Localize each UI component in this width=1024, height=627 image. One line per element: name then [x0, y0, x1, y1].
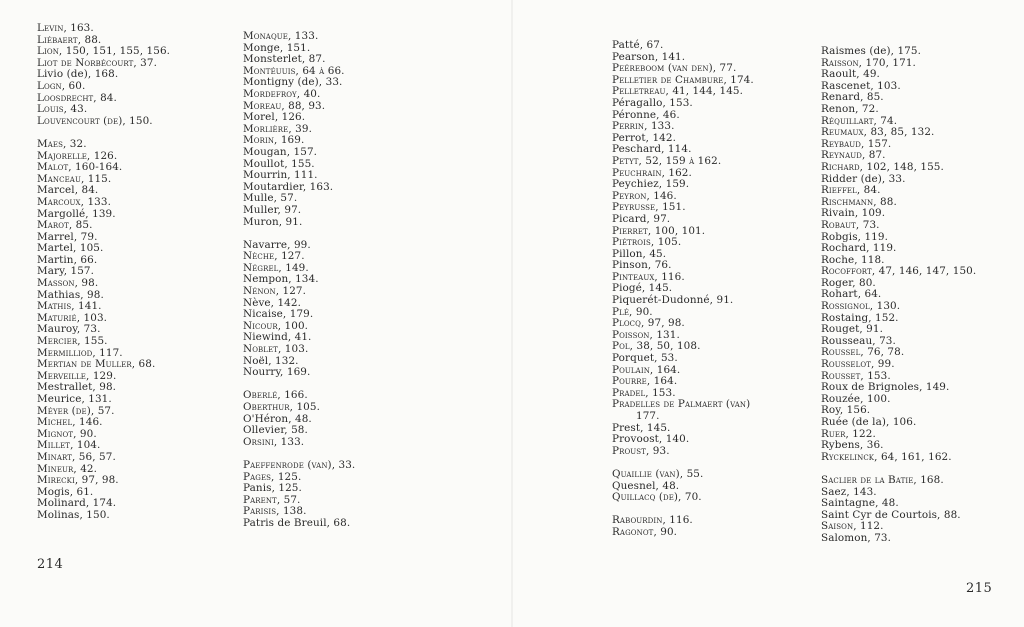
index-entry: Perrin, 133. — [612, 120, 675, 133]
index-entry: Noblet, 103. — [243, 343, 309, 356]
index-entry: Merveille, 129. — [37, 369, 117, 382]
index-entry: Orsini, 133. — [243, 435, 305, 448]
index-entry: Provoost, 140. — [612, 433, 690, 446]
index-entry: Roche, 118. — [821, 253, 885, 266]
index-entry: Ruer, 122. — [821, 427, 876, 440]
index-entry: Morlière, 39. — [243, 122, 312, 135]
index-entry: Rousselot, 99. — [821, 358, 895, 371]
index-entry: Mineur, 42. — [37, 462, 98, 475]
index-entry: Muron, 91. — [243, 215, 303, 228]
index-entry: Peyron, 146. — [612, 189, 677, 202]
index-entry: Marot, 85. — [37, 219, 93, 232]
index-entry: Reumaux, 83, 85, 132. — [821, 126, 935, 139]
index-entry: Monge, 151. — [243, 41, 311, 54]
index-entry: Liot de Norbécourt, 37. — [37, 56, 157, 69]
index-entry: Patté, 67. — [612, 39, 664, 51]
index-entry: Nempon, 134. — [243, 273, 319, 286]
index-entry: Mathias, 98. — [37, 288, 104, 301]
index-entry: Pierret, 100, 101. — [612, 224, 706, 237]
index-entry: Roux de Brignoles, 149. — [821, 381, 950, 394]
index-entry: Mogis, 61. — [37, 485, 94, 498]
index-entry: Rouget, 91. — [821, 323, 883, 336]
index-entry: Minart, 56, 57. — [37, 450, 116, 463]
index-entry: Molinas, 150. — [37, 508, 110, 521]
index-column — [37, 23, 170, 522]
index-entry: Plé, 90. — [612, 305, 653, 318]
index-entry: Porquet, 53. — [612, 352, 678, 365]
index-entry: Négrel, 149. — [243, 261, 309, 274]
index-entry: Raismes (de), 175. — [821, 45, 921, 57]
section-gap — [243, 228, 355, 240]
index-entry: Rivain, 109. — [821, 207, 886, 220]
index-entry: Mathis, 141. — [37, 300, 102, 313]
index-entry: Louvencourt (de), 150. — [37, 114, 153, 127]
index-entry: Morin, 169. — [243, 134, 305, 147]
index-entry: Muller, 97. — [243, 203, 302, 216]
index-entry: Levin, 163. — [37, 22, 94, 34]
index-entry: Plocq, 97, 98. — [612, 317, 685, 330]
index-entry: Nèche, 127. — [243, 250, 305, 263]
page-number: 215 — [966, 581, 993, 596]
index-entry: Peychiez, 159. — [612, 178, 690, 191]
index-entry: Marcel, 84. — [37, 184, 99, 197]
index-entry: Patris de Breuil, 68. — [243, 516, 351, 529]
index-entry: Saintagne, 48. — [821, 497, 899, 510]
index-entry: Rieffel, 84. — [821, 184, 881, 197]
index-entry: Liébaert, 88. — [37, 33, 102, 46]
index-entry: 177. — [636, 410, 660, 422]
index-entry: Moreau, 88, 93. — [243, 99, 326, 112]
index-entry: Mordefroy, 40. — [243, 87, 321, 100]
index-entry: Masson, 98. — [37, 277, 99, 290]
index-entry: Pearson, 141. — [612, 50, 686, 63]
index-entry: Mary, 157. — [37, 265, 95, 278]
index-entry: Peéreboom (van den), 77. — [612, 62, 737, 75]
index-entry: Picard, 97. — [612, 212, 671, 225]
index-entry: Parisis, 138. — [243, 505, 307, 518]
index-entry: Rybens, 36. — [821, 439, 884, 452]
index-entry: Quillacq (de), 70. — [612, 491, 702, 504]
index-entry: Nourry, 169. — [243, 366, 311, 379]
index-entry: Mourrin, 111. — [243, 169, 318, 182]
index-entry: O'Héron, 48. — [243, 412, 312, 425]
index-entry: Perrot, 142. — [612, 131, 676, 144]
index-entry: Rostaing, 152. — [821, 311, 899, 324]
index-column — [243, 31, 355, 530]
index-entry: Marcoux, 133. — [37, 195, 111, 208]
index-entry: Ollevier, 58. — [243, 424, 308, 437]
index-entry: Noël, 132. — [243, 354, 299, 367]
index-entry: Poisson, 131. — [612, 328, 680, 341]
index-entry: Montéuuis, 64 à 66. — [243, 64, 345, 77]
index-entry: Oberthur, 105. — [243, 401, 321, 413]
index-entry: Majorelle, 126. — [37, 149, 118, 162]
index-entry: Saez, 143. — [821, 485, 877, 498]
index-entry: Rousset, 153. — [821, 369, 891, 382]
index-entry: Nève, 142. — [243, 296, 302, 309]
index-entry: Niewind, 41. — [243, 331, 312, 344]
index-entry: Mermilliod, 117. — [37, 346, 123, 359]
index-entry: Piquerét-Dudonné, 91. — [612, 294, 734, 307]
index-entry: Pages, 125. — [243, 470, 302, 483]
index-entry: Pinson, 76. — [612, 259, 672, 272]
index-entry: Ruée (de la), 106. — [821, 416, 917, 428]
index-entry: Poulain, 164. — [612, 363, 681, 376]
index-entry: Rossignol, 130. — [821, 300, 901, 313]
index-entry: Monaque, 133. — [243, 30, 319, 42]
index-column — [612, 40, 754, 539]
index-entry: Mignot, 90. — [37, 427, 97, 440]
index-entry: Richard, 102, 148, 155. — [821, 160, 944, 173]
index-entry: Peschard, 114. — [612, 143, 692, 156]
index-entry: Mestrallet, 98. — [37, 381, 117, 394]
index-entry: Ryckelinck, 64, 161, 162. — [821, 450, 952, 463]
index-entry: Prest, 145. — [612, 421, 671, 434]
index-entry: Maturié, 103. — [37, 311, 108, 324]
index-entry: Monsterlet, 87. — [243, 53, 326, 66]
index-entry: Martel, 105. — [37, 242, 104, 255]
index-entry: Renard, 85. — [821, 91, 884, 104]
index-entry: Quaillie (van), 55. — [612, 467, 704, 480]
index-entry: Mulle, 57. — [243, 192, 298, 205]
index-entry: Mougan, 157. — [243, 145, 318, 158]
index-entry: Rocoffort, 47, 146, 147, 150. — [821, 265, 977, 278]
index-entry: Panis, 125. — [243, 482, 302, 495]
index-entry: Nicour, 100. — [243, 319, 309, 332]
index-entry: Pelletreau, 41, 144, 145. — [612, 85, 744, 98]
index-entry: Logn, 60. — [37, 79, 86, 92]
index-entry: Pradelles de Palmaert (van) — [612, 398, 751, 411]
index-entry: Molinard, 174. — [37, 497, 117, 510]
index-entry: Martin, 66. — [37, 253, 98, 266]
index-entry: Quesnel, 48. — [612, 479, 680, 492]
index-entry: Louis, 43. — [37, 103, 88, 116]
right-page — [512, 0, 1024, 627]
index-entry: Peyrusse, 151. — [612, 201, 686, 214]
page-number: 214 — [37, 557, 64, 572]
index-entry: Oberlé, 166. — [243, 389, 308, 402]
index-entry: Nicaise, 179. — [243, 308, 314, 321]
index-entry: Loosdrecht, 84. — [37, 91, 117, 104]
index-entry: Rascenet, 103. — [821, 79, 901, 92]
index-entry: Paeffenrode (van), 33. — [243, 458, 356, 471]
index-entry: Saclier de la Batie, 168. — [821, 473, 944, 486]
index-entry: Mercier, 155. — [37, 335, 108, 348]
index-entry: Reybaud, 157. — [821, 137, 892, 150]
index-entry: Petyt, 52, 159 à 162. — [612, 154, 722, 167]
index-entry: Pourre, 164. — [612, 375, 678, 388]
index-entry: Rochard, 119. — [821, 242, 897, 255]
index-entry: Rohart, 64. — [821, 288, 882, 301]
index-entry: Roussel, 76, 78. — [821, 346, 905, 359]
index-entry: Piétrois, 105. — [612, 236, 682, 249]
index-column — [821, 46, 976, 545]
index-entry: Moullot, 155. — [243, 157, 315, 170]
index-entry: Rabourdin, 116. — [612, 514, 693, 527]
index-entry: Montigny (de), 33. — [243, 76, 343, 89]
index-entry: Pinteaux, 116. — [612, 270, 685, 283]
index-entry: Piogé, 145. — [612, 282, 673, 295]
index-entry: Péronne, 46. — [612, 108, 680, 121]
index-entry: Moutardier, 163. — [243, 180, 334, 193]
index-entry: Michel, 146. — [37, 416, 103, 429]
index-entry: Mirecki, 97, 98. — [37, 474, 119, 487]
index-entry: Pol, 38, 50, 108. — [612, 340, 701, 353]
index-entry: Marrel, 79. — [37, 230, 98, 243]
index-entry: Robaut, 73. — [821, 218, 880, 231]
index-entry: Raisson, 170, 171. — [821, 56, 916, 69]
index-entry: Mauroy, 73. — [37, 323, 101, 336]
index-entry: Lion, 150, 151, 155, 156. — [37, 45, 171, 58]
index-entry: Péragallo, 153. — [612, 96, 693, 109]
index-entry: Salomon, 73. — [821, 531, 892, 544]
index-entry: Manceau, 115. — [37, 172, 112, 185]
index-entry: Rouzée, 100. — [821, 392, 891, 405]
index-entry: Réquillart, 74. — [821, 114, 898, 127]
index-entry: Morel, 126. — [243, 111, 306, 124]
index-entry: Roy, 156. — [821, 404, 871, 417]
index-entry: Reynaud, 87. — [821, 149, 886, 162]
index-entry: Méyer (de), 57. — [37, 404, 115, 417]
index-entry: Navarre, 99. — [243, 238, 311, 251]
index-entry: Rischmann, 88. — [821, 195, 897, 208]
index-entry: Pelletier de Chambure, 174. — [612, 73, 754, 86]
index-entry: Saison, 112. — [821, 520, 884, 533]
index-entry: Nénon, 127. — [243, 285, 307, 298]
index-entry: Renon, 72. — [821, 102, 879, 115]
index-entry: Robgis, 119. — [821, 230, 888, 243]
index-entry: Malot, 160-164. — [37, 161, 123, 174]
index-entry: Roger, 80. — [821, 276, 876, 289]
index-entry: Millet, 104. — [37, 439, 101, 452]
index-entry: Ridder (de), 33. — [821, 172, 906, 185]
index-entry: Livio (de), 168. — [37, 68, 119, 81]
index-entry: Peuchrain, 162. — [612, 166, 692, 179]
index-entry: Raoult, 49. — [821, 68, 880, 81]
index-entry: Meurice, 131. — [37, 393, 112, 405]
index-entry: Proust, 93. — [612, 444, 670, 457]
index-entry: Pradel, 153. — [612, 386, 676, 399]
index-entry: Saint Cyr de Courtois, 88. — [821, 508, 961, 521]
index-entry: Mertian de Muller, 68. — [37, 358, 156, 371]
index-entry: Margollé, 139. — [37, 207, 116, 220]
index-entry: Rousseau, 73. — [821, 334, 896, 347]
index-entry: Parent, 57. — [243, 493, 301, 506]
index-entry: Pillon, 45. — [612, 247, 667, 260]
index-entry: Maes, 32. — [37, 137, 87, 150]
index-entry: Ragonot, 90. — [612, 525, 678, 538]
